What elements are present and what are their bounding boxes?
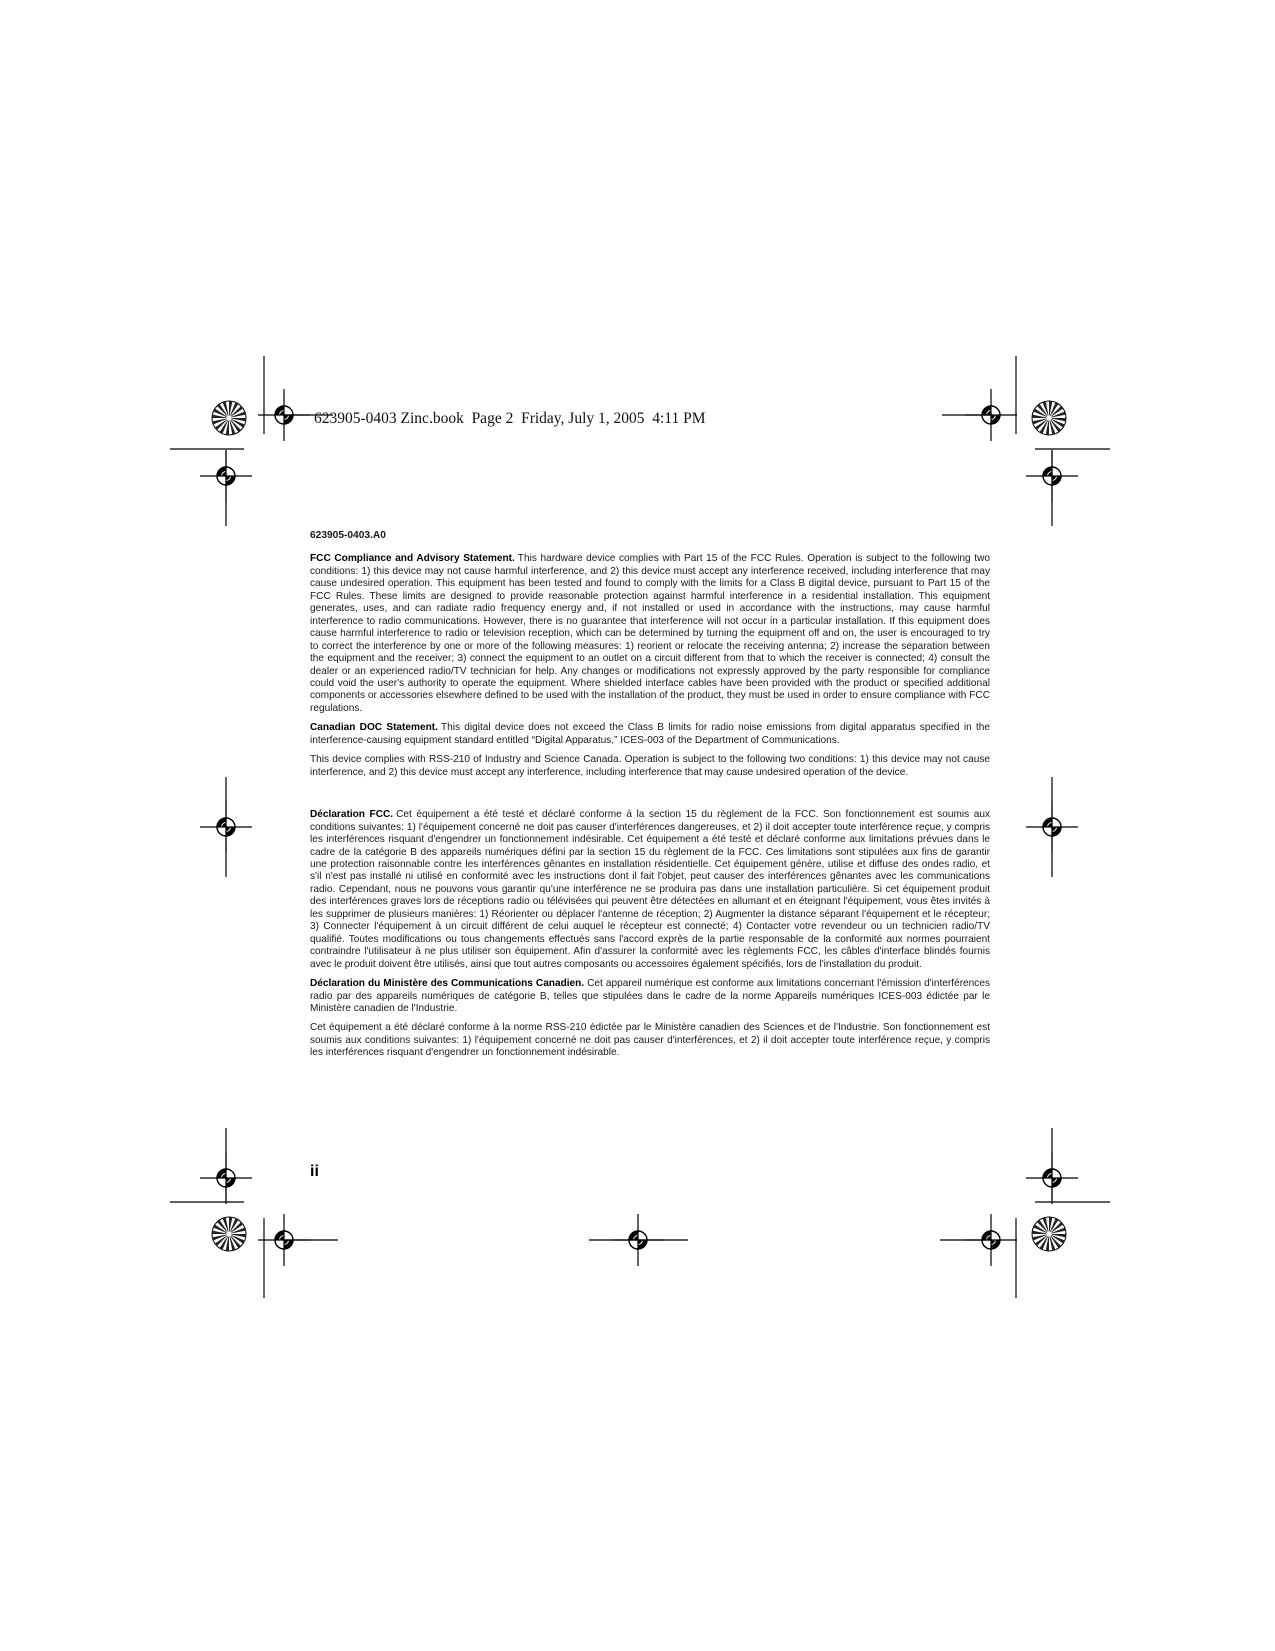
section-heading: Canadian DOC Statement. [310, 722, 438, 734]
canadian-doc-statement [310, 722, 990, 747]
slug-line: 623905-0403 Zinc.book Page 2 Friday, July 1, 2005 4:11 PM [314, 410, 706, 427]
registration-mark-icon [1026, 1152, 1078, 1204]
registration-mark-icon [200, 801, 252, 853]
section-body: Cet équipement a été testé et déclaré conforme à la section 15 du règlement de la FCC. Son fonctionnement est soumis aux conditions suivantes: 1) l'équipement concerné ne doit pas causer d'interférences dangereuses, et 2) il doit accepter toute interférence reçue, y compris les interférences risquant d'engendrer un fonctionnement indésirable. Cet équipement a été testé et déclaré conforme aux limitations prévues dans le cadre de la catégorie B des appareils numériques défini par la section 15 du règlement de la FCC. Ces limitations sont stipulées aux fins de garantir une protection raisonnable contre les interférences gênantes en installation résidentielle. Cet équipement génère, utilise et diffuse des ondes radio, et s'il n'est pas installé ni utilisé en conformité avec les instructions dont il fait l'objet, peut causer des interférences gênantes avec les communications radio. Cependant, nous ne pouvons vous garantir qu'une interférence ne se produira pas dans une installation particulière. Si cet équipement produit des interférences graves lors de réceptions radio ou télévisées qui peuvent être détectées en allumant et en éteignant l'équipement, vous êtes invités à les supprimer de plusieurs manières: 1) Réorienter ou déplacer l'antenne de réception; 2) Augmenter la distance séparant l'équipement et le récepteur; 3) Connecter l'équipement à un circuit différent de celui auquel le récepteur est connecté; 4) Contacter votre revendeur ou un technicien radio/TV qualifié. Toutes modifications ou tous changements effectués sans l'accord exprès de la partie responsable de la conformité aux normes pourraient contraindre l'utilisateur à ne plus utiliser son équipement. Afin d'assurer la conformité avec les règlements FCC, les câbles d'interface blindés fournis avec le produit doivent être utilisés, ainsi que tout autres composants ou accessoires également spécifiés, lors de l'installation du produit. [310, 809, 991, 970]
registration-mark-icon [1026, 450, 1078, 502]
section-body: Cet équipement a été déclaré conforme à la norme RSS-210 édictée par le Ministère canadien des Sciences et de l'Industrie. Son fonctionnement est soumis aux conditions suivantes: 1) l'équipement concerné ne doit pas causer d'interférences, et 2) il doit accepter toute interférence reçue, y compris les interférences risquant d'engendrer un fonctionnement indésirable. [310, 1022, 990, 1059]
section-body: This digital device does not exceed the Class B limits for radio noise emissions from digital apparatus specified in the interference-causing equipment standard entitled “Digital Apparatus,” ICES-003 of the Department of Communications. [310, 722, 990, 746]
registration-mark-icon [200, 450, 252, 502]
declaration-rss-210 [310, 1022, 990, 1059]
section-heading: FCC Compliance and Advisory Statement. [310, 553, 515, 565]
section-heading: Déclaration FCC. [310, 809, 394, 821]
section-body: This hardware device complies with Part 15 of the FCC Rules. Operation is subject to the following two conditions: 1) this device may not cause harmful interference, and 2) this device must accept any interference received, including interference that may cause undesired operation. This equipment has been tested and found to comply with the limits for a Class B digital device, pursuant to Part 15 of the FCC Rules. These limits are designed to provide reasonable protection against harmful interference in a residential installation. This equipment generates, uses, and can radiate radio frequency energy and, if not installed or used in accordance with the instructions, may cause harmful interference to radio communications. However, there is no guarantee that interference will not occur in a particular installation. If this equipment does cause harmful interference to radio or television reception, which can be determined by turning the equipment off and on, the user is encouraged to try to correct the interference by one or more of the following measures: 1) reorient or relocate the receiving antenna; 2) increase the separation between the equipment and the receiver; 3) connect the equipment to an outlet on a circuit different from that to which the receiver is connected; 4) consult the dealer or an experienced radio/TV technician for help. Any changes or modifications not expressly approved by the party responsible for compliance could void the user's authority to operate the equipment. Where shielded interface cables have been provided with the product or specified additional components or accessories elsewhere defined to be used with the installation of the product, they must be used in order to ensure compliance with FCC regulations. [310, 553, 990, 714]
color-bar-starburst-icon [212, 401, 246, 435]
registration-mark-icon [1026, 801, 1078, 853]
rss-210-statement [310, 754, 990, 779]
declaration-fcc [310, 809, 990, 971]
page-number: ii [310, 1163, 319, 1180]
color-bar-starburst-icon [212, 1217, 246, 1251]
section-body: This device complies with RSS-210 of Industry and Science Canada. Operation is subject to the following two conditions: 1) this device may not cause interference, and 2) this device must accept any interference, including interference that may cause undesired operation of the device. [310, 754, 990, 778]
color-bar-starburst-icon [1032, 401, 1066, 435]
declaration-ministere [310, 978, 990, 1015]
registration-mark-icon [200, 1152, 252, 1204]
page-content [310, 530, 990, 1067]
section-body: Cet appareil numérique est conforme aux limitations concernant l'émission d'interférences radio par des appareils numériques de catégorie B, telles que stipulées dans le cadre de la norme Appareils numériques ICES-003 édictée par le Ministère canadien de l'Industrie. [310, 978, 990, 1014]
document-id: 623905-0403.A0 [310, 530, 386, 541]
color-bar-starburst-icon [1032, 1217, 1066, 1251]
fcc-compliance-statement [310, 553, 990, 715]
section-heading: Déclaration du Ministère des Communications Canadien. [310, 978, 585, 990]
